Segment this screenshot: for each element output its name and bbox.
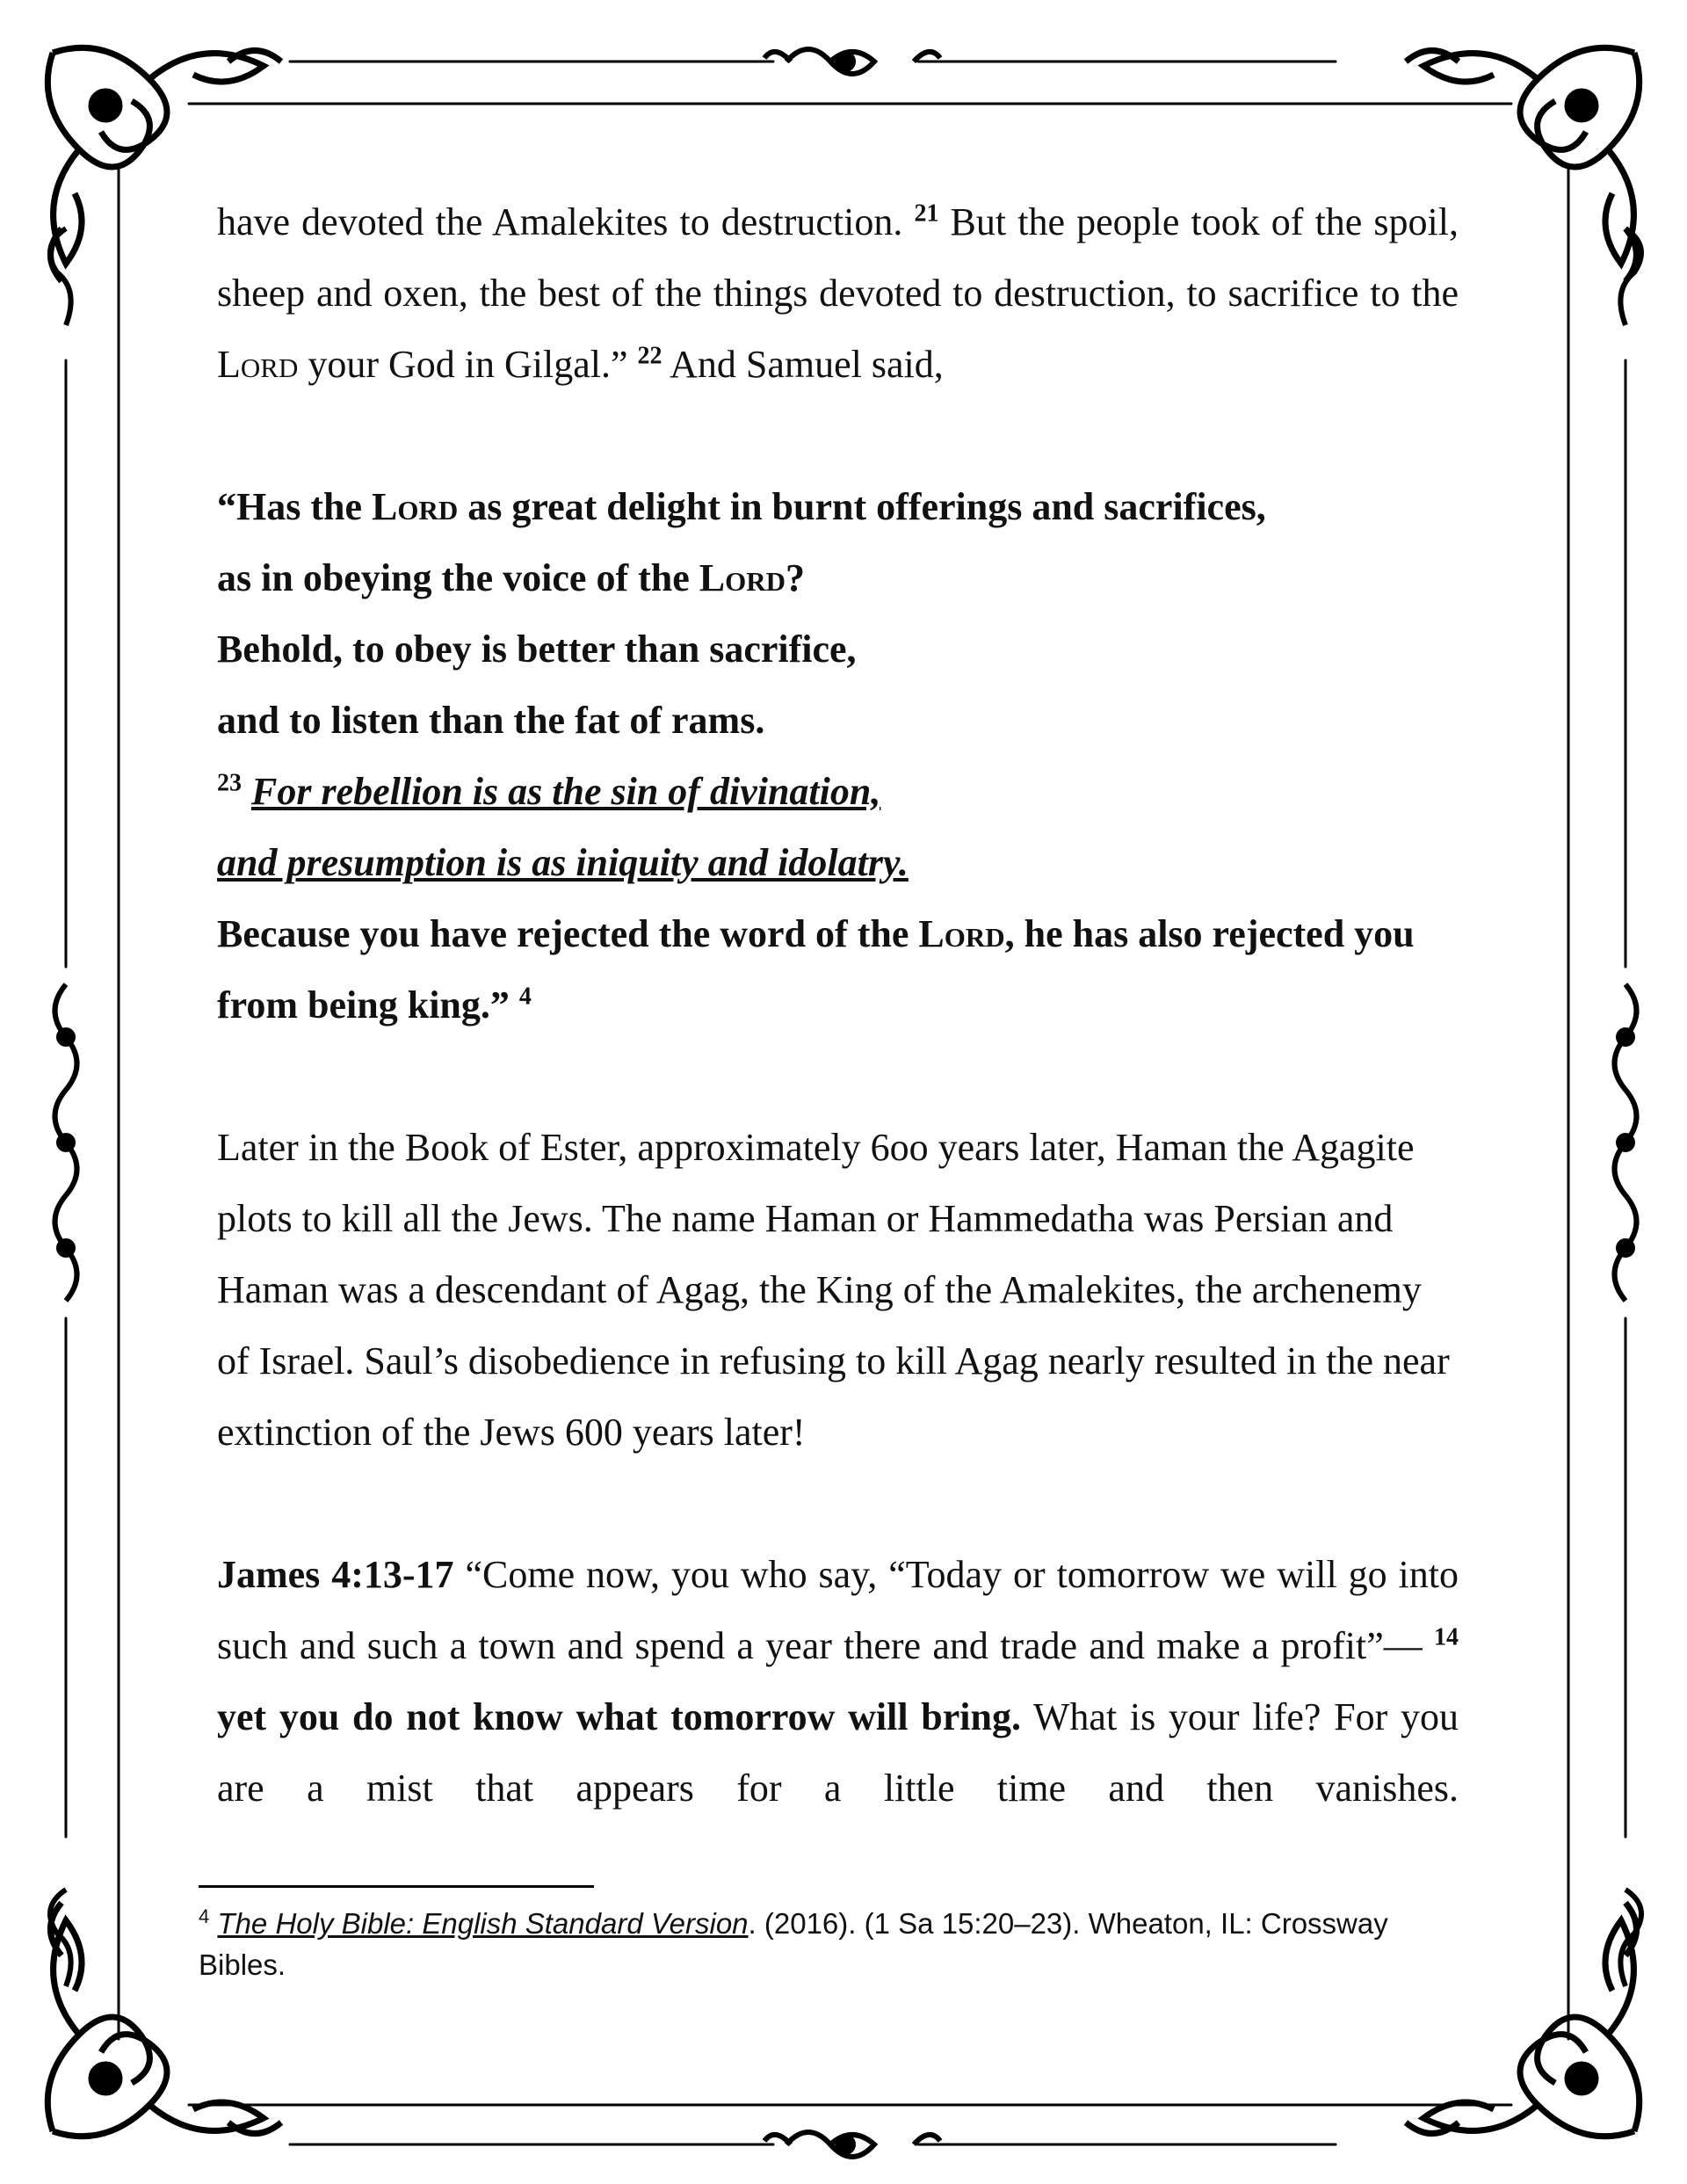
text-run: And Samuel said, <box>662 343 944 386</box>
footnote-reference[interactable]: 4 <box>518 983 532 1011</box>
text-run: What is your life? For you are a mist that appears for a little time and then vanishes. <box>217 1695 1459 1810</box>
quote-line-1: “Has the Lord as great delight in burnt offerings and sacrifices, <box>217 485 1266 528</box>
samuel-quote-block <box>217 471 1459 1041</box>
quote-line-7: Because you have rejected the word of the Lord, he has also rejected you from being king.” $^4$ <box>217 912 1415 1027</box>
underlined-italic-text: and presumption is as iniquity and idolatry. <box>217 841 909 884</box>
footnote <box>199 1903 1464 1985</box>
footnote-number: 4 <box>199 1905 210 1927</box>
right-side-ornament <box>1615 229 1642 1986</box>
bottom-center-ornament <box>764 2132 940 2157</box>
verse-number-22: 22 <box>637 342 662 370</box>
quote-line-5 <box>217 756 1459 827</box>
quote-line-2: as in obeying the voice of the Lord? <box>217 556 806 599</box>
lord-small-caps: Lord <box>918 912 1005 955</box>
quote-line-4: and to listen than the fat of rams. <box>217 699 765 742</box>
lord-small-caps: Lord <box>217 343 299 386</box>
bold-text: yet you do not know what tomorrow will bring. <box>217 1695 1021 1738</box>
paragraph-james <box>217 1539 1459 1824</box>
paragraph-haman: Later in the Book of Ester, approximately 6oo years later, Haman the Agagite plots to kill all the Jews. The name Haman or Hammedatha was Persian and Haman was a descendant of Agag, the King of the Amalekites, the archenemy of Israel. Saul’s disobedience in refusing to kill Agag nearly resulted in the near extinction of the Jews 600 years later! <box>217 1126 1450 1454</box>
page-body <box>217 186 1459 1824</box>
top-center-ornament <box>764 49 940 74</box>
text-run: But the people took of the spoil, sheep and oxen, the best of the things devoted to destruction, to sacrifice to the <box>217 200 1459 315</box>
verse-number-23: 23 <box>217 769 242 797</box>
verse-number-21: 21 <box>914 200 939 228</box>
left-side-ornament <box>50 229 77 1986</box>
footnote-citation: . (2016). (1 Sa 15:20–23). Wheaton, IL: Crossway Bibles. <box>199 1907 1388 1981</box>
underlined-italic-text: For rebellion is as the sin of divination, <box>251 770 881 813</box>
footnote-source-title: The Holy Bible: English Standard Version <box>217 1907 749 1940</box>
text-run: have devoted the Amalekites to destruction. <box>217 200 915 243</box>
footnote-separator <box>199 1885 594 1888</box>
quote-line-3: Behold, to obey is better than sacrifice, <box>217 628 857 671</box>
lord-small-caps: Lord <box>372 485 459 528</box>
scripture-reference: James 4:13-17 <box>217 1553 454 1596</box>
verse-number-14: 14 <box>1434 1623 1459 1651</box>
text-run: “Come now, you who say, “Today or tomorrow we will go into such and such a town and spend a year there and trade and make a profit”— <box>217 1553 1459 1667</box>
quote-line-6 <box>217 827 1459 898</box>
text-run: your God in Gilgal.” <box>298 343 638 386</box>
lord-small-caps: Lord <box>699 556 786 599</box>
paragraph-samuel-narrative <box>217 186 1459 400</box>
